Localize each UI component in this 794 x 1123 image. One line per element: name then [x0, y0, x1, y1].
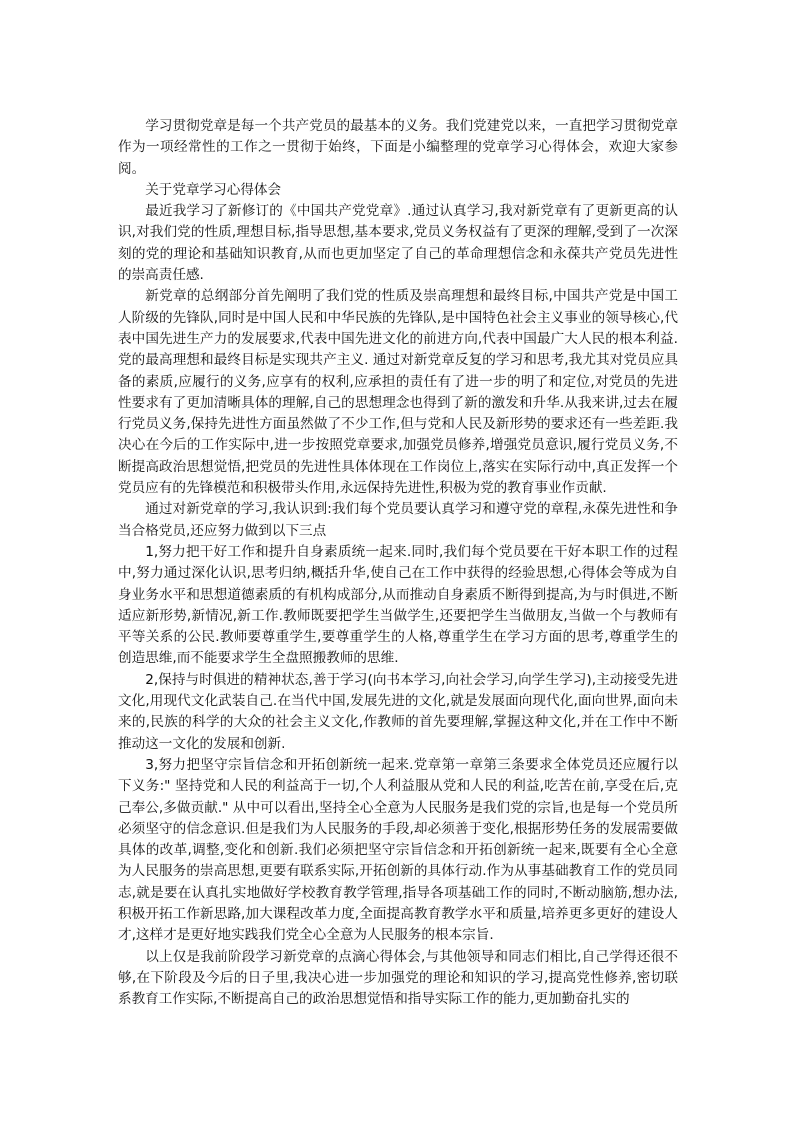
point-one-paragraph: 1,努力把干好工作和提升自身素质统一起来.同时,我们每个党员要在干好本职工作的过程中,努力通过深化认识,思考归纳,概括升华,使自己在工作中获得的经验思想,心得体会等成为自身业务水平和思想道德素质的有机构成部分,从而推动自身素质不断得到提高,为与时俱进,不断适应新形势,新情况,新工作.教师既要把学生当做学生,还要把学生当做朋友,当做一个与教师有平等关系的公民.教师要尊重学生,要尊重学生的人格,尊重学生在学习方面的思考,尊重学生的创造思维,而不能要求学生全盘照搬教师的思维. [118, 543, 678, 667]
closing-paragraph: 以上仅是我前阶段学习新党章的点滴心得体会,与其他领导和同志们相比,自己学得还很不够,在下阶段及今后的日子里,我决心进一步加强党的理论和知识的学习,提高党性修养,密切联系教育工作实际,不断提高自己的政治思想觉悟和指导实际工作的能力,更加勤奋扎实的 [118, 948, 678, 1008]
body-paragraph: 通过对新党章的学习,我认识到:我们每个党员要认真学习和遵守党的章程,永葆先进性和争当合格党员,还应努力做到以下三点 [118, 501, 678, 539]
point-two-paragraph: 2,保持与时俱进的精神状态,善于学习(向书本学习,向社会学习,向学生学习),主动接受先进文化,用现代文化武装自己.在当代中国,发展先进的文化,就是发展面向现代化,面向世界,面向未来的,民族的科学的大众的社会主义文化,作教师的首先要理解,掌握这种文化,并在工作中不断推动这一文化的发展和创新. [118, 671, 678, 752]
intro-paragraph: 学习贯彻党章是每一个共产党员的最基本的义务。我们党建党以来，一直把学习贯彻党章作为一项经常性的工作之一贯彻于始终，下面是小编整理的党章学习心得体会，欢迎大家参阅。 [118, 118, 678, 177]
body-paragraph: 最近我学习了新修订的《中国共产党党章》.通过认真学习,我对新党章有了更新更高的认识,对我们党的性质,理想目标,指导思想,基本要求,党员义务权益有了更深的理解,受到了一次深刻的党的理论和基础知识教育,从而也更加坚定了自己的革命理想信念和永葆共产党员先进性的崇高责任感. [118, 203, 678, 284]
point-three-paragraph: 3,努力把坚守宗旨信念和开拓创新统一起来.党章第一章第三条要求全体党员还应履行以下义务:" 坚持党和人民的利益高于一切,个人利益服从党和人民的利益,吃苦在前,享受在后,克己奉公,多做贡献." 从中可以看出,坚持全心全意为人民服务是我们党的宗旨,也是每一个党员所必须坚守的信念意识.但是我们为人民服务的手段,却必须善于变化,根据形势任务的发展需要做具体的改革,调整,变化和创新.我们必须把坚守宗旨信念和开拓创新统一起来,既要有全心全意为人民服务的崇高思想,更要有联系实际,开拓创新的具体行动.作为从事基础教育工作的党员同志,就是要在认真扎实地做好学校教育教学管理,指导各项基础工作的同时,不断动脑筋,想办法,积极开拓工作新思路,加大课程改革力度,全面提高教育教学水平和质量,培养更多更好的建设人才,这样才是更好地实践我们党全心全意为人民服务的根本宗旨. [118, 756, 678, 944]
body-paragraph: 新党章的总纲部分首先阐明了我们党的性质及崇高理想和最终目标,中国共产党是中国工人阶级的先锋队,同时是中国人民和中华民族的先锋队,是中国特色社会主义事业的领导核心,代表中国先进生产力的发展要求,代表中国先进文化的前进方向,代表中国最广大人民的根本利益.党的最高理想和最终目标是实现共产主义. 通过对新党章反复的学习和思考,我尤其对党员应具备的素质,应履行的义务,应享有的权利,应承担的责任有了进一步的明了和定位,对党员的先进性要求有了更加清晰具体的理解,自己的思想理念也得到了新的激发和升华.从我来讲,过去在履行党员义务,保持先进性方面虽然做了不少工作,但与党和人民及新形势的要求还有一些差距.我决心在今后的工作实际中,进一步按照党章要求,加强党员修养,增强党员意识,履行党员义务,不断提高政治思想觉悟,把党员的先进性具体体现在工作岗位上,落实在实际行动中,真正发挥一个党员应有的先锋模范和积极带头作用,永远保持先进性,积极为党的教育事业作贡献. [118, 288, 678, 497]
article-title: 关于党章学习心得体会 [145, 181, 282, 198]
document-page [118, 116, 678, 1010]
